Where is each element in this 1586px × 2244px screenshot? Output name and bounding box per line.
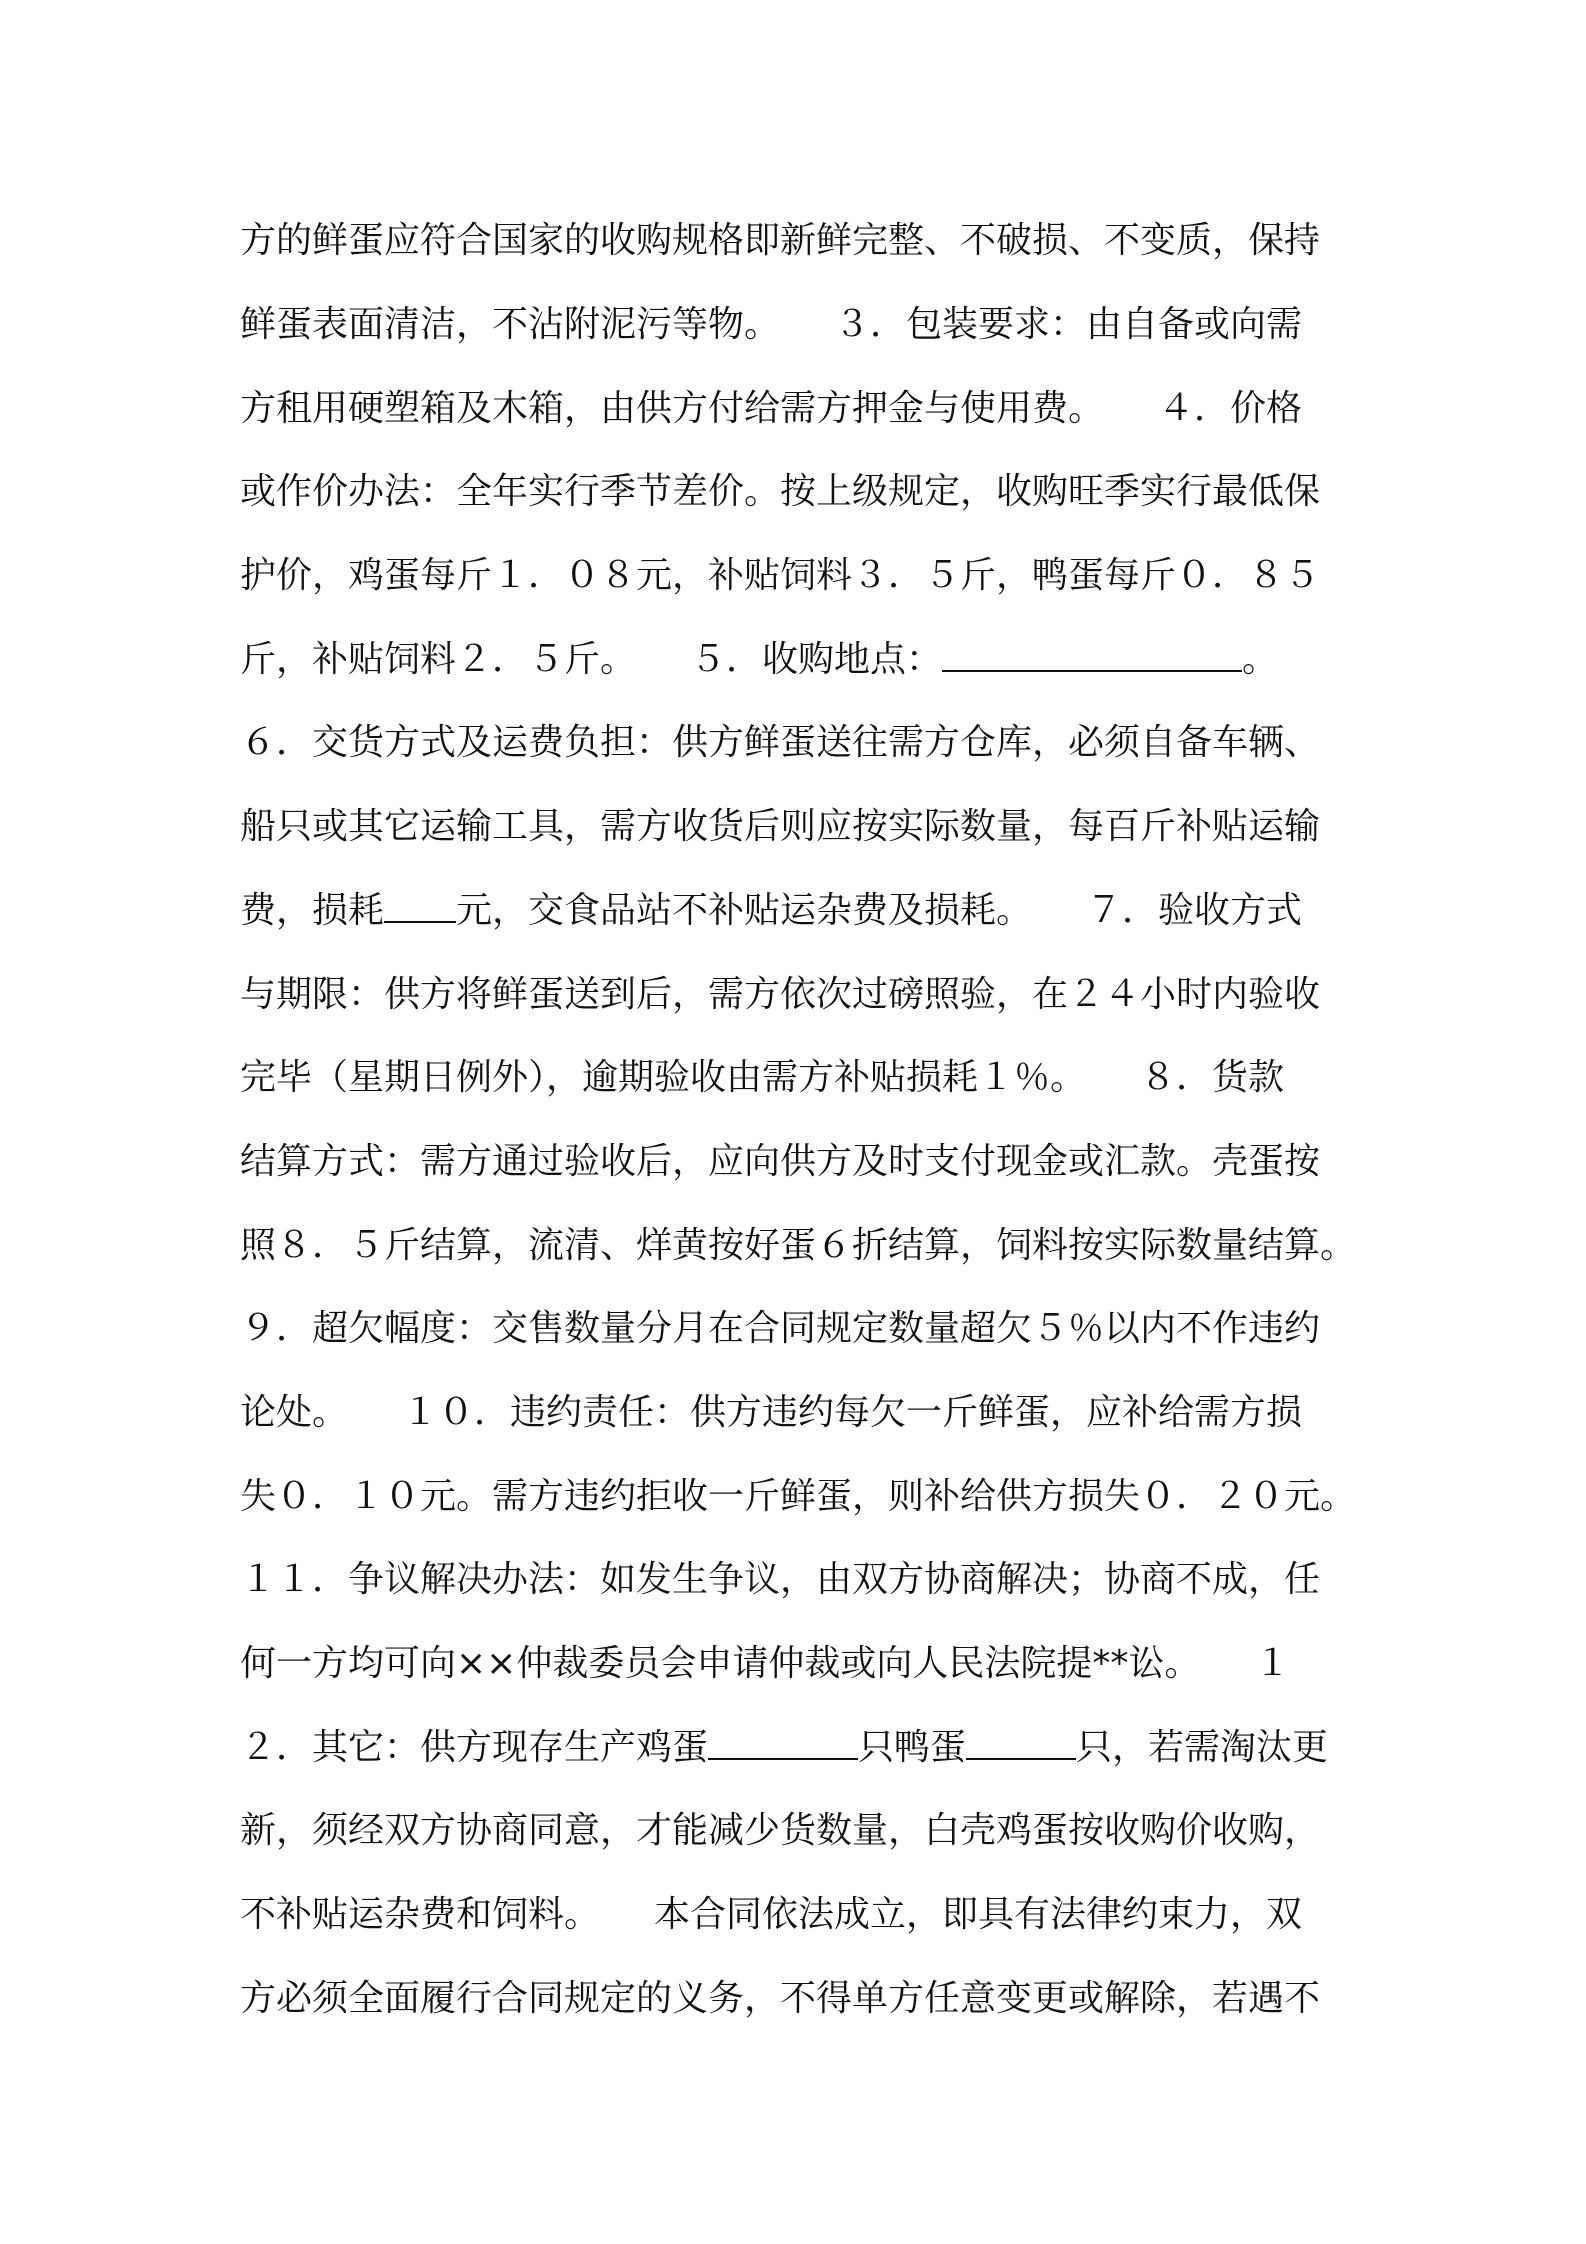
text-line [240,1368,1356,1452]
text-line [240,698,1356,782]
text-line [240,1451,1356,1535]
line-text: ９．超欠幅度：交售数量分月在合同规定数量超欠５％以内不作违约 [240,1308,1321,1350]
text-line [240,280,1356,364]
text-line [240,1117,1356,1201]
text-line [240,1200,1356,1284]
line-text: 失０．１０元。需方违约拒收一斤鲜蛋，则补给供方损失０．２０元。 [240,1475,1357,1517]
line-text: 不补贴运杂费和饲料。 本合同依法成立，即具有法律约束力，双 [240,1894,1303,1936]
line-text: 斤，补贴饲料２．５斤。 ５．收购地点： [240,638,943,680]
line-text: 何一方均可向××仲裁委员会申请仲裁或向人民法院提**讼。 １ [240,1643,1291,1685]
text-line [240,1870,1356,1954]
line-text-end: 只，若需淘汰更 [1076,1726,1329,1768]
text-line [240,614,1356,698]
line-text: 方必须全面履行合同规定的义务，不得单方任意变更或解除，若遇不 [240,1977,1321,2019]
line-text: 结算方式：需方通过验收后，应向供方及时支付现金或汇款。壳蛋按 [240,1140,1321,1182]
text-line [240,1702,1356,1786]
line-text: 方租用硬塑箱及木箱，由供方付给需方押金与使用费。 ４．价格 [240,387,1303,429]
line-text: 鲜蛋表面清洁，不沾附泥污等物。 ３．包装要求：由自备或向需 [240,304,1303,346]
text-line [240,1535,1356,1619]
line-text: 费，损耗 [240,889,385,931]
text-line [240,447,1356,531]
line-text: ６．交货方式及运费负担：供方鲜蛋送往需方仓库，必须自备车辆、 [240,722,1321,764]
duck-egg-count-blank [966,1728,1076,1760]
text-line [240,1953,1356,2037]
line-text: 或作价办法：全年实行季节差价。按上级规定，收购旺季实行最低保 [240,471,1321,513]
line-text-mid: 元，交食品站不补贴运杂费及损耗。 ７．验收方式 [456,889,1303,931]
line-text: 照８．５斤结算，流清、烊黄按好蛋６折结算，饲料按实际数量结算。 [240,1224,1357,1266]
text-line [240,196,1356,280]
purchase-location-blank [942,640,1242,672]
text-line [240,363,1356,447]
loss-amount-blank [384,891,456,923]
line-text: ２．其它：供方现存生产鸡蛋 [240,1726,709,1768]
text-line [240,531,1356,615]
text-line [240,782,1356,866]
line-text: １１．争议解决办法：如发生争议，由双方协商解决；协商不成，任 [240,1559,1321,1601]
text-line [240,866,1356,950]
text-line [240,1786,1356,1870]
line-text: 新，须经双方协商同意，才能减少货数量，白壳鸡蛋按收购价收购， [240,1810,1321,1852]
line-text: 护价，鸡蛋每斤１．０８元，补贴饲料３．５斤，鸭蛋每斤０．８５ [240,555,1321,597]
text-line [240,1619,1356,1703]
line-text-end: 。 [1242,638,1279,680]
text-line [240,1033,1356,1117]
line-text: 完毕（星期日例外），逾期验收由需方补贴损耗１％。 ８．货款 [240,1057,1285,1099]
document-body [240,196,1356,2037]
text-line [240,1284,1356,1368]
line-text: 方的鲜蛋应符合国家的收购规格即新鲜完整、不破损、不变质，保持 [240,220,1321,262]
line-text: 船只或其它运输工具，需方收货后则应按实际数量，每百斤补贴运输 [240,806,1321,848]
chicken-egg-count-blank [708,1728,858,1760]
line-text: 与期限：供方将鲜蛋送到后，需方依次过磅照验，在２４小时内验收 [240,973,1321,1015]
line-text-mid: 只鸭蛋 [858,1726,967,1768]
line-text: 论处。 １０．违约责任：供方违约每欠一斤鲜蛋，应补给需方损 [240,1391,1303,1433]
text-line [240,949,1356,1033]
